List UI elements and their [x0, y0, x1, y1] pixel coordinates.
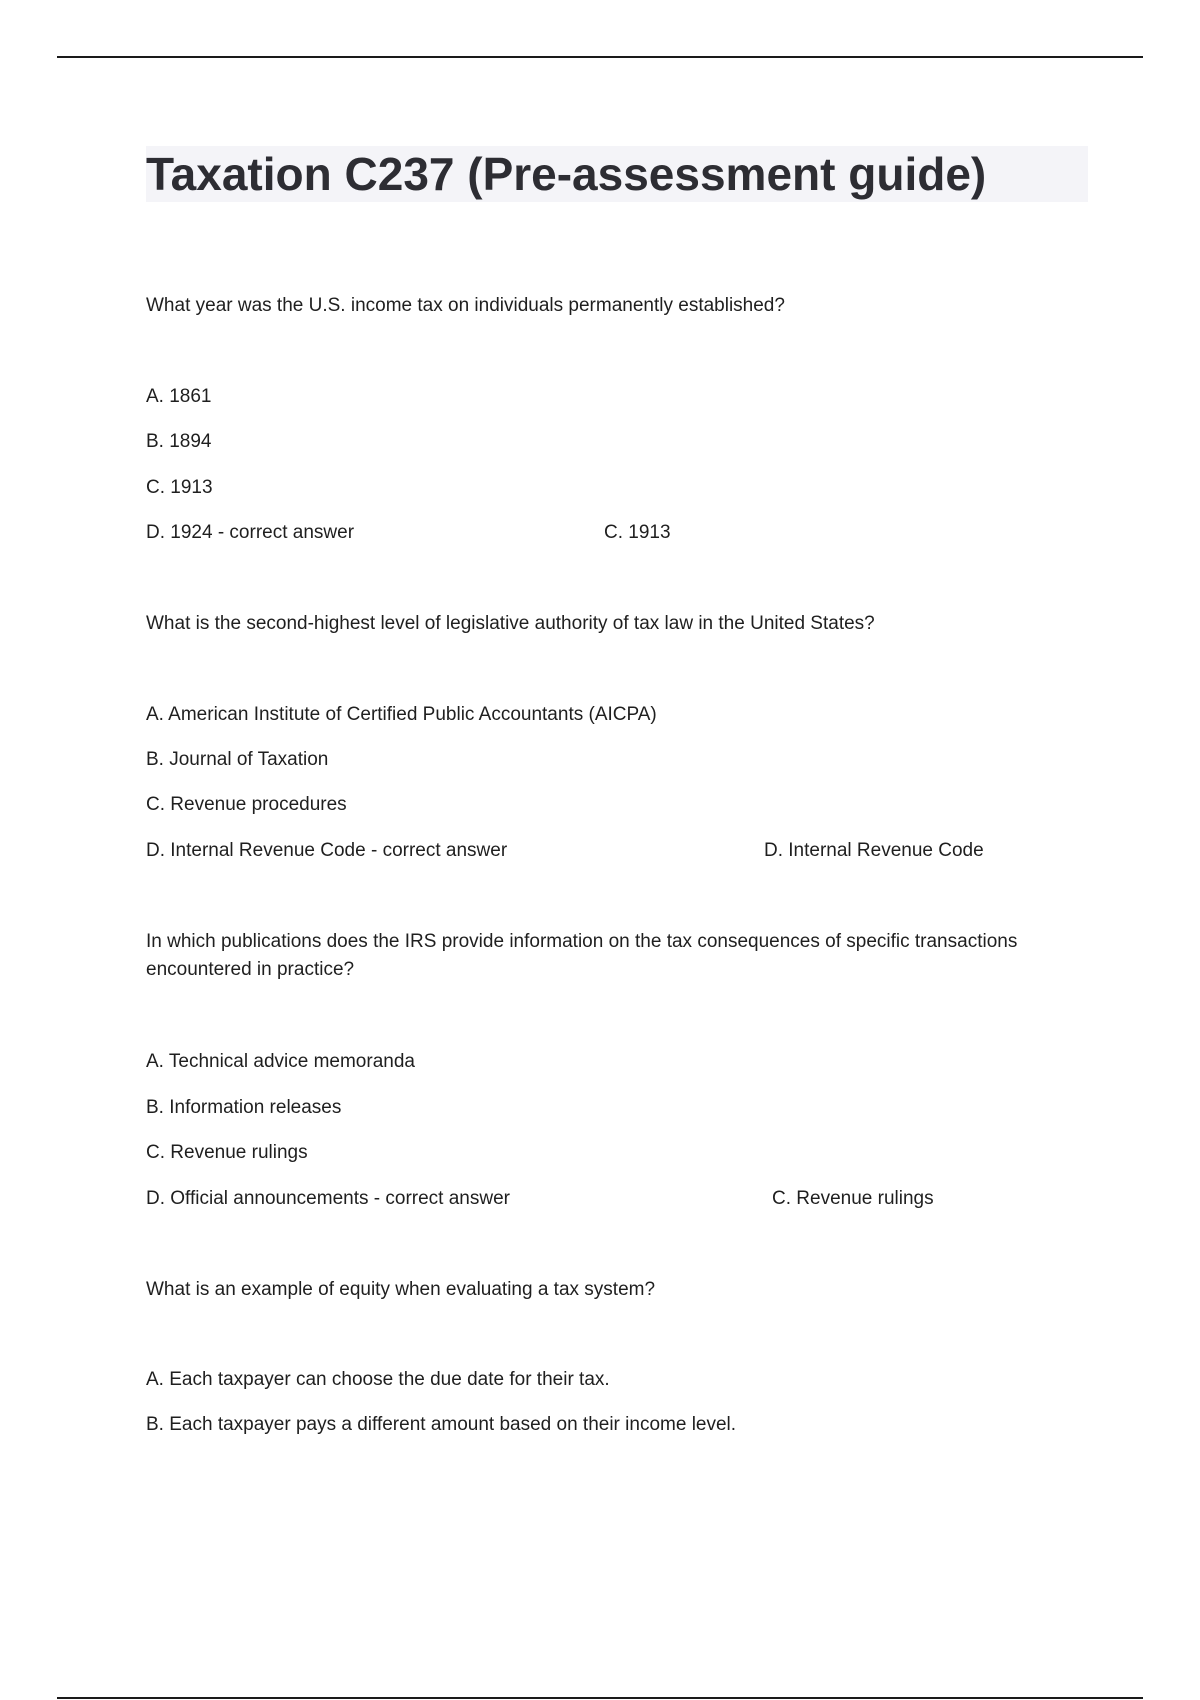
question-3-option-c: C. Revenue rulings — [146, 1142, 308, 1163]
question-4-option-a: A. Each taxpayer can choose the due date for their tax. — [146, 1369, 610, 1390]
question-1-answer: C. 1913 — [604, 522, 671, 543]
question-3: In which publications does the IRS provide information on the tax consequences of specific transactions encountered in practice? — [146, 931, 1018, 980]
document-title: Taxation C237 (Pre-assessment guide) — [146, 148, 987, 200]
question-2-option-a: A. American Institute of Certified Public Accountants (AICPA) — [146, 704, 657, 725]
question-2: What is the second-highest level of legislative authority of tax law in the United States? — [146, 613, 875, 634]
question-1-option-c: C. 1913 — [146, 477, 213, 498]
question-1-option-d: D. 1924 - correct answer — [146, 522, 355, 543]
footer-rule — [57, 1697, 1143, 1699]
question-2-option-c: C. Revenue procedures — [146, 794, 347, 815]
question-3-option-a: A. Technical advice memoranda — [146, 1051, 415, 1072]
question-3-option-d: D. Official announcements - correct answer — [146, 1188, 510, 1209]
question-4-option-b: B. Each taxpayer pays a different amount based on their income level. — [146, 1414, 737, 1435]
question-3-option-b: B. Information releases — [146, 1097, 342, 1118]
header-rule — [57, 56, 1143, 58]
question-3-answer: C. Revenue rulings — [772, 1188, 934, 1209]
question-4: What is an example of equity when evaluating a tax system? — [146, 1279, 656, 1300]
question-1-option-b: B. 1894 — [146, 431, 212, 452]
question-2-option-b: B. Journal of Taxation — [146, 749, 329, 770]
question-1-option-a: A. 1861 — [146, 386, 212, 407]
question-1: What year was the U.S. income tax on individuals permanently established? — [146, 295, 785, 316]
question-2-option-d: D. Internal Revenue Code - correct answer — [146, 840, 508, 861]
question-2-answer: D. Internal Revenue Code — [764, 840, 984, 861]
